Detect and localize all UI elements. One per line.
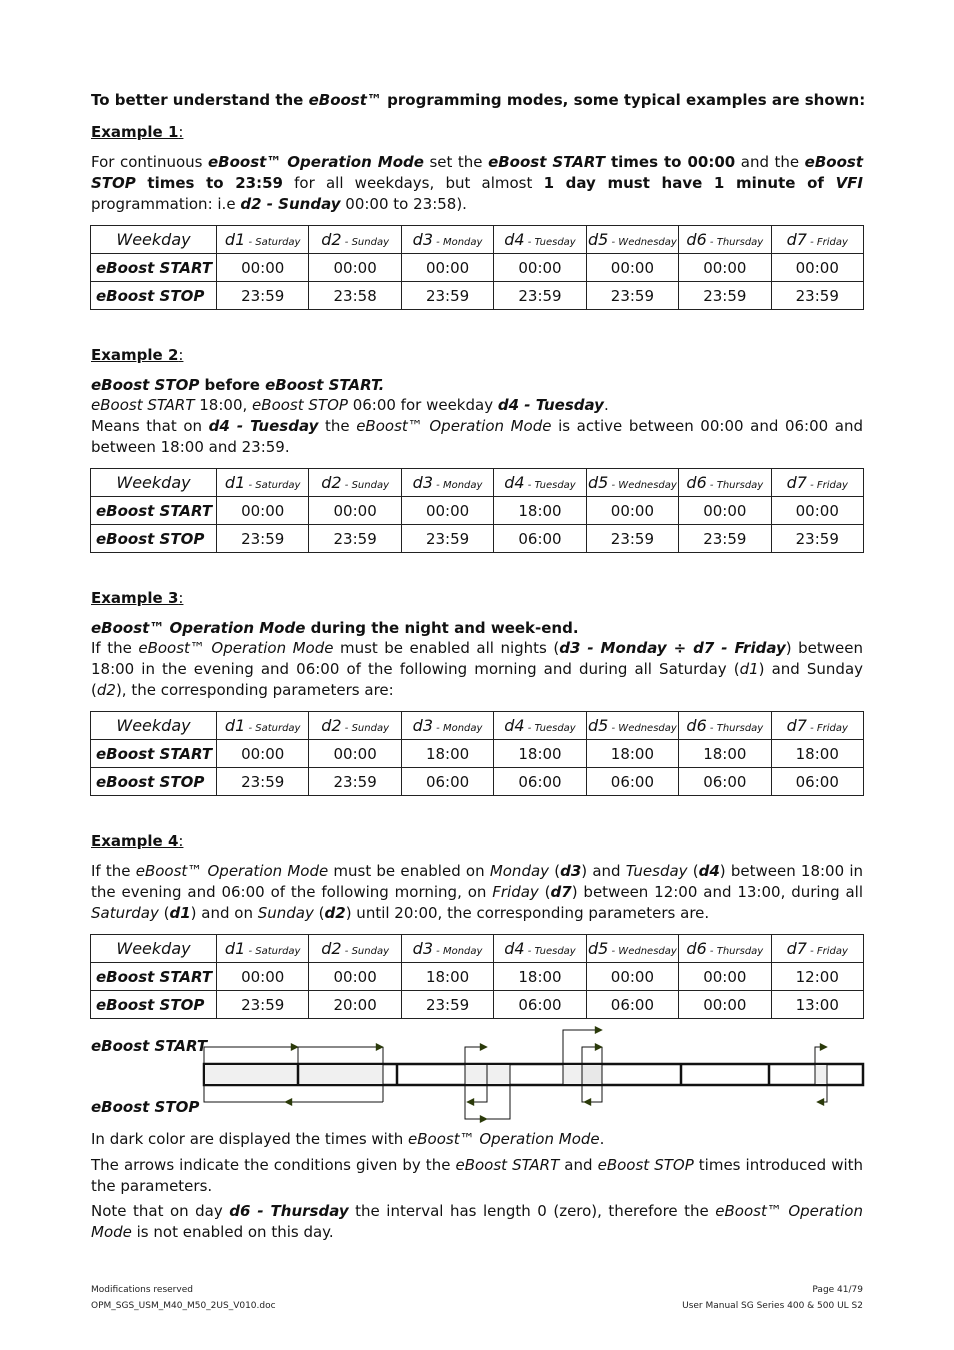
example-4-title: Example 4: [91, 832, 184, 850]
table-row: eBoost STOP 23:59 23:58 23:59 23:59 23:59 23:59 23:59 [91, 282, 864, 310]
footer-modifications: Modifications reserved [91, 1285, 193, 1295]
example-1-table [90, 225, 864, 310]
table-row: eBoost STOP 23:59 23:59 23:59 06:00 23:59 23:59 23:59 [91, 525, 864, 553]
note-thursday: Note that on day d6 - Thursday the interval has length 0 (zero), therefore the eBoost™ Operation Mode is not enabled on this day. [91, 1202, 863, 1241]
example-3-description: If the eBoost™ Operation Mode must be enabled all nights (d3 - Monday ÷ d7 - Friday) between 18:00 in the evening and 06:00 of the following morning and during all Saturday (d1) and Sunday (d2), the corresponding parameters are: [91, 639, 864, 699]
example-3-title: Example 3: [91, 589, 184, 607]
intro-heading: To better understand the eBoost™ programming modes, some typical examples are shown: [91, 91, 866, 109]
example-3-heading: eBoost™ Operation Mode during the night and week-end. [91, 619, 579, 637]
timeline-bar [204, 1064, 863, 1085]
active-segment-d5 [582, 1065, 602, 1084]
active-segment-d1 [205, 1065, 298, 1084]
diagram-start-label: eBoost START [91, 1037, 208, 1055]
example-1-title: Example 1: [91, 123, 184, 141]
table-row: eBoost START 00:00 00:00 00:00 18:00 00:00 00:00 00:00 [91, 497, 864, 525]
footer-page-number: Page 41/79 [812, 1285, 863, 1295]
note-dark-color: In dark color are displayed the times with eBoost™ Operation Mode. [91, 1130, 605, 1148]
table-row: eBoost START 00:00 00:00 00:00 00:00 00:00 00:00 00:00 [91, 254, 864, 282]
diagram-stop-label: eBoost STOP [91, 1098, 200, 1116]
note-arrows: The arrows indicate the conditions given by the eBoost START and eBoost STOP times introduced with the parameters. [91, 1156, 864, 1195]
active-segment-d7 [815, 1065, 827, 1084]
weekday-header: Weekday [91, 226, 217, 254]
example-2-table [90, 468, 864, 553]
example-3-table [90, 711, 864, 796]
example-4-table [90, 934, 864, 1019]
example-2-heading: eBoost STOP before eBoost START. [91, 376, 385, 394]
footer-docname: OPM_SGS_USM_M40_M50_2US_V010.doc [91, 1301, 276, 1311]
table-row: eBoost STOP 23:59 23:59 06:00 06:00 06:00 06:00 06:00 [91, 768, 864, 796]
table-header-row: Weekday d1 - Saturday d2 - Sunday d3 - Monday d4 - Tuesday d5 - Wednesday d6 - Thursday d7 - Friday [91, 712, 864, 740]
example-2-title: Example 2: [91, 346, 184, 364]
table-row: eBoost STOP 23:59 20:00 23:59 06:00 06:00 00:00 13:00 [91, 991, 864, 1019]
table-row: eBoost START 00:00 00:00 18:00 18:00 00:00 00:00 12:00 [91, 963, 864, 991]
example-2-description: eBoost START 18:00, eBoost STOP 06:00 for weekday d4 - Tuesday. Means that on d4 - Tuesday the eBoost™ Operation Mode is active between 00:00 and 06:00 and between 18:00 and 23:59. [91, 396, 863, 456]
table-header-row: Weekday d1 - Saturday d2 - Sunday d3 - Monday d4 - Tuesday d5 - Wednesday d6 - Thursday d7 - Friday [91, 469, 864, 497]
example-1-description: For continuous eBoost™ Operation Mode set the eBoost START times to 00:00 and the eBoost STOP times to 23:59 for all weekdays, but almost 1 day must have 1 minute of VFI programmation: i.e d2 - Sunday 00:00 to 23:58). [91, 153, 863, 213]
example-4-description: If the eBoost™ Operation Mode must be enabled on Monday (d3) and Tuesday (d4) between 18:00 in the evening and 06:00 of the following morning, on Friday (d7) between 12:00 and 13:00, during all Saturday (d1) and on Sunday (d2) until 20:00, the corresponding parameters are. [91, 862, 864, 922]
table-row: eBoost START 00:00 00:00 18:00 18:00 18:00 18:00 18:00 [91, 740, 864, 768]
table-header-row: Weekday d1 - Saturday d2 - Sunday d3 - Monday d4 - Tuesday d5 - Wednesday d6 - Thursday d7 - Friday [91, 935, 864, 963]
table-header-row: Weekday d1 - Saturday d2 - Sunday d3 - Monday d4 - Tuesday d5 - Wednesday d6 - Thursday d7 - Friday [91, 226, 864, 254]
active-segment-d2 [299, 1065, 383, 1084]
active-segment-d4 [563, 1065, 582, 1084]
active-segment-d3-d4 [465, 1065, 510, 1084]
footer-manual-title: User Manual SG Series 400 & 500 UL S2 [682, 1301, 863, 1311]
